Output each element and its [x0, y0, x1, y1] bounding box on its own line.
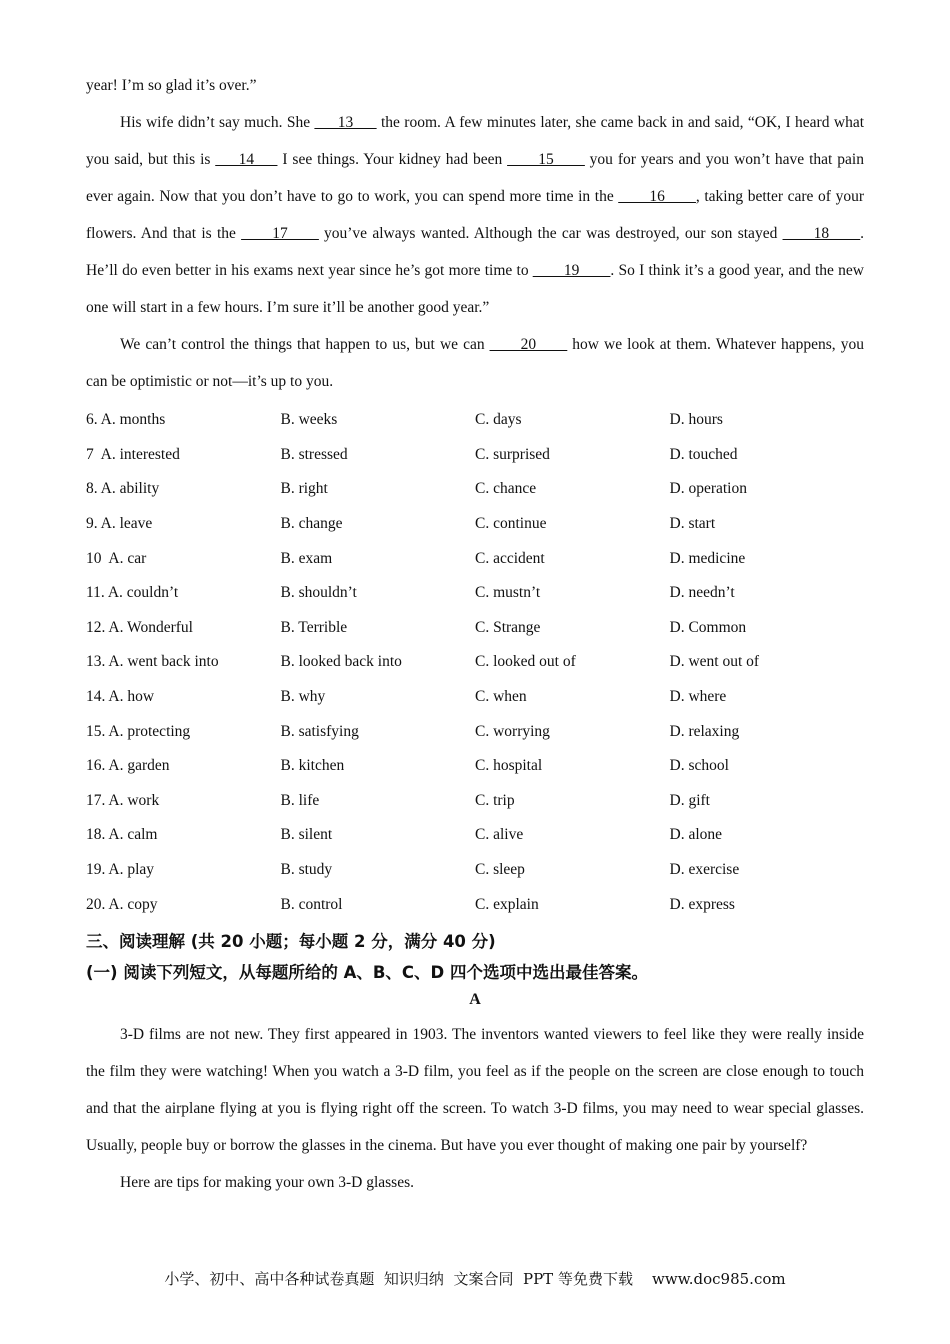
- option-a: 8. A. ability: [86, 480, 160, 498]
- option-b: B. study: [280, 861, 333, 879]
- passage-line-continuation: year! I’m so glad it’s over.”: [86, 77, 257, 94]
- option-d: D. where: [669, 688, 727, 706]
- blank-20: ____20____: [489, 336, 568, 353]
- option-c: C. explain: [475, 895, 539, 913]
- option-b: B. why: [280, 688, 326, 706]
- option-b: B. right: [280, 480, 328, 498]
- option-c: C. continue: [475, 515, 547, 533]
- option-d: D. school: [669, 757, 729, 775]
- blank-16: ____16____: [618, 188, 696, 205]
- text-run: you’ve always wanted. Although the car was destroyed, our son stayed: [318, 225, 783, 242]
- option-d: D. Common: [669, 618, 747, 636]
- option-row: [86, 576, 864, 611]
- option-row: [86, 784, 864, 819]
- text-run: how we look at them. Whatever happens, you can be optimistic or not—it’s up to you.: [86, 336, 864, 390]
- option-c: C. mustn’t: [475, 584, 541, 602]
- blank-15: ____15____: [507, 151, 585, 168]
- option-a: 10 A. car: [86, 549, 147, 567]
- passage-title: A: [469, 990, 481, 1008]
- option-d: D. touched: [669, 445, 738, 463]
- option-a: 13. A. went back into: [86, 653, 219, 671]
- text-run: . So I think it’s a good year, and the new one will start in a few hours. I’m sure it’ll be another good year.”: [86, 262, 864, 316]
- option-row: [86, 680, 864, 715]
- option-d: D. went out of: [669, 653, 760, 671]
- option-c: C. worrying: [475, 722, 550, 740]
- reading-paragraph-1: 3-D films are not new. They first appeared in 1903. The inventors wanted viewers to feel like they were really inside the film they were watching! When you watch a 3-D film, you feel as if the people on the screen are close enough to touch and that the airplane flying at you is flying right off the screen. To watch 3-D films, you may need to wear special glasses. Usually, people buy or borrow the glasses in the cinema. But have you ever thought of making one pair by yourself?: [86, 1025, 864, 1154]
- option-c: C. hospital: [475, 757, 543, 775]
- option-b: B. shouldn’t: [280, 584, 357, 602]
- option-b: B. silent: [280, 826, 333, 844]
- option-c: C. sleep: [475, 861, 525, 879]
- option-a: 18. A. calm: [86, 826, 158, 844]
- document-page: [86, 0, 864, 1201]
- text-run: I see things. Your kidney had been: [277, 151, 508, 168]
- option-c: C. days: [475, 411, 522, 429]
- answer-options-table: [86, 403, 864, 922]
- option-a: 11. A. couldn’t: [86, 584, 179, 602]
- option-c: C. surprised: [475, 445, 550, 463]
- option-row: [86, 645, 864, 680]
- option-a: 20. A. copy: [86, 895, 158, 913]
- option-a: 19. A. play: [86, 861, 155, 879]
- option-d: D. exercise: [669, 861, 740, 879]
- option-c: C. accident: [475, 549, 545, 567]
- text-run: , taking better care of your flowers. And that is the: [86, 188, 864, 242]
- option-a: 9. A. leave: [86, 515, 153, 533]
- option-b: B. Terrible: [280, 618, 348, 636]
- option-b: B. change: [280, 515, 343, 533]
- option-d: D. relaxing: [669, 722, 740, 740]
- text-run: . He’ll do even better in his exams next year since he’s got more time to: [86, 225, 864, 279]
- option-c: C. looked out of: [475, 653, 576, 671]
- page-footer: 小学、初中、高中各种试卷真题 知识归纳 文案合同 PPT 等免费下载 www.doc985.com: [164, 1270, 786, 1288]
- option-b: B. control: [280, 895, 343, 913]
- option-a: 6. A. months: [86, 411, 166, 429]
- option-d: D. gift: [669, 791, 710, 809]
- option-c: C. when: [475, 688, 527, 706]
- option-row: [86, 714, 864, 749]
- option-c: C. trip: [475, 791, 515, 809]
- reading-paragraph-2: Here are tips for making your own 3-D glasses.: [120, 1173, 414, 1191]
- blank-18: ____18____: [782, 225, 861, 242]
- option-a: 15. A. protecting: [86, 722, 191, 740]
- option-b: B. exam: [280, 549, 333, 567]
- option-b: B. kitchen: [280, 757, 345, 775]
- section-heading: 三、阅读理解 (共 20 小题；每小题 2 分，满分 40 分): [86, 931, 496, 951]
- option-row: [86, 611, 864, 646]
- option-row: [86, 403, 864, 438]
- option-d: D. hours: [669, 411, 723, 429]
- option-d: D. start: [669, 515, 716, 533]
- text-run: you for years and you won’t have that pain ever again. Now that you don’t have to go to work, you can spend more time in the: [86, 151, 864, 205]
- option-d: D. express: [669, 895, 735, 913]
- option-row: [86, 438, 864, 473]
- option-row: [86, 818, 864, 853]
- option-a: 17. A. work: [86, 791, 160, 809]
- blank-13: ___13___: [314, 114, 377, 131]
- option-row: [86, 853, 864, 888]
- option-d: D. needn’t: [669, 584, 735, 602]
- option-c: C. chance: [475, 480, 537, 498]
- option-d: D. operation: [669, 480, 747, 498]
- option-b: B. weeks: [280, 411, 338, 429]
- option-c: C. alive: [475, 826, 524, 844]
- blank-14: ___14___: [215, 151, 278, 168]
- option-a: 14. A. how: [86, 688, 155, 706]
- option-d: D. medicine: [669, 549, 746, 567]
- option-b: B. life: [280, 791, 320, 809]
- option-row: [86, 472, 864, 507]
- option-row: [86, 541, 864, 576]
- text-run: We can’t control the things that happen to us, but we can: [120, 336, 490, 353]
- section-subheading: (一) 阅读下列短文，从每题所给的 A、B、C、D 四个选项中选出最佳答案。: [86, 962, 648, 982]
- text-run: the room. A few minutes later, she came back in and said, “OK, I heard what you said, but this is: [86, 114, 864, 168]
- option-b: B. looked back into: [280, 653, 402, 671]
- option-row: [86, 507, 864, 542]
- passage-paragraph-2: [86, 104, 864, 326]
- option-c: C. Strange: [475, 618, 541, 636]
- option-row: [86, 749, 864, 784]
- option-b: B. satisfying: [280, 722, 359, 740]
- option-a: 7 A. interested: [86, 445, 180, 463]
- blank-19: ____19____: [532, 262, 611, 279]
- passage-paragraph-3: [86, 326, 864, 400]
- blank-17: ____17____: [241, 225, 319, 242]
- option-a: 16. A. garden: [86, 757, 170, 775]
- text-run: His wife didn’t say much. She: [120, 114, 315, 131]
- option-row: [86, 887, 864, 922]
- option-b: B. stressed: [280, 445, 348, 463]
- option-d: D. alone: [669, 826, 723, 844]
- option-a: 12. A. Wonderful: [86, 618, 193, 636]
